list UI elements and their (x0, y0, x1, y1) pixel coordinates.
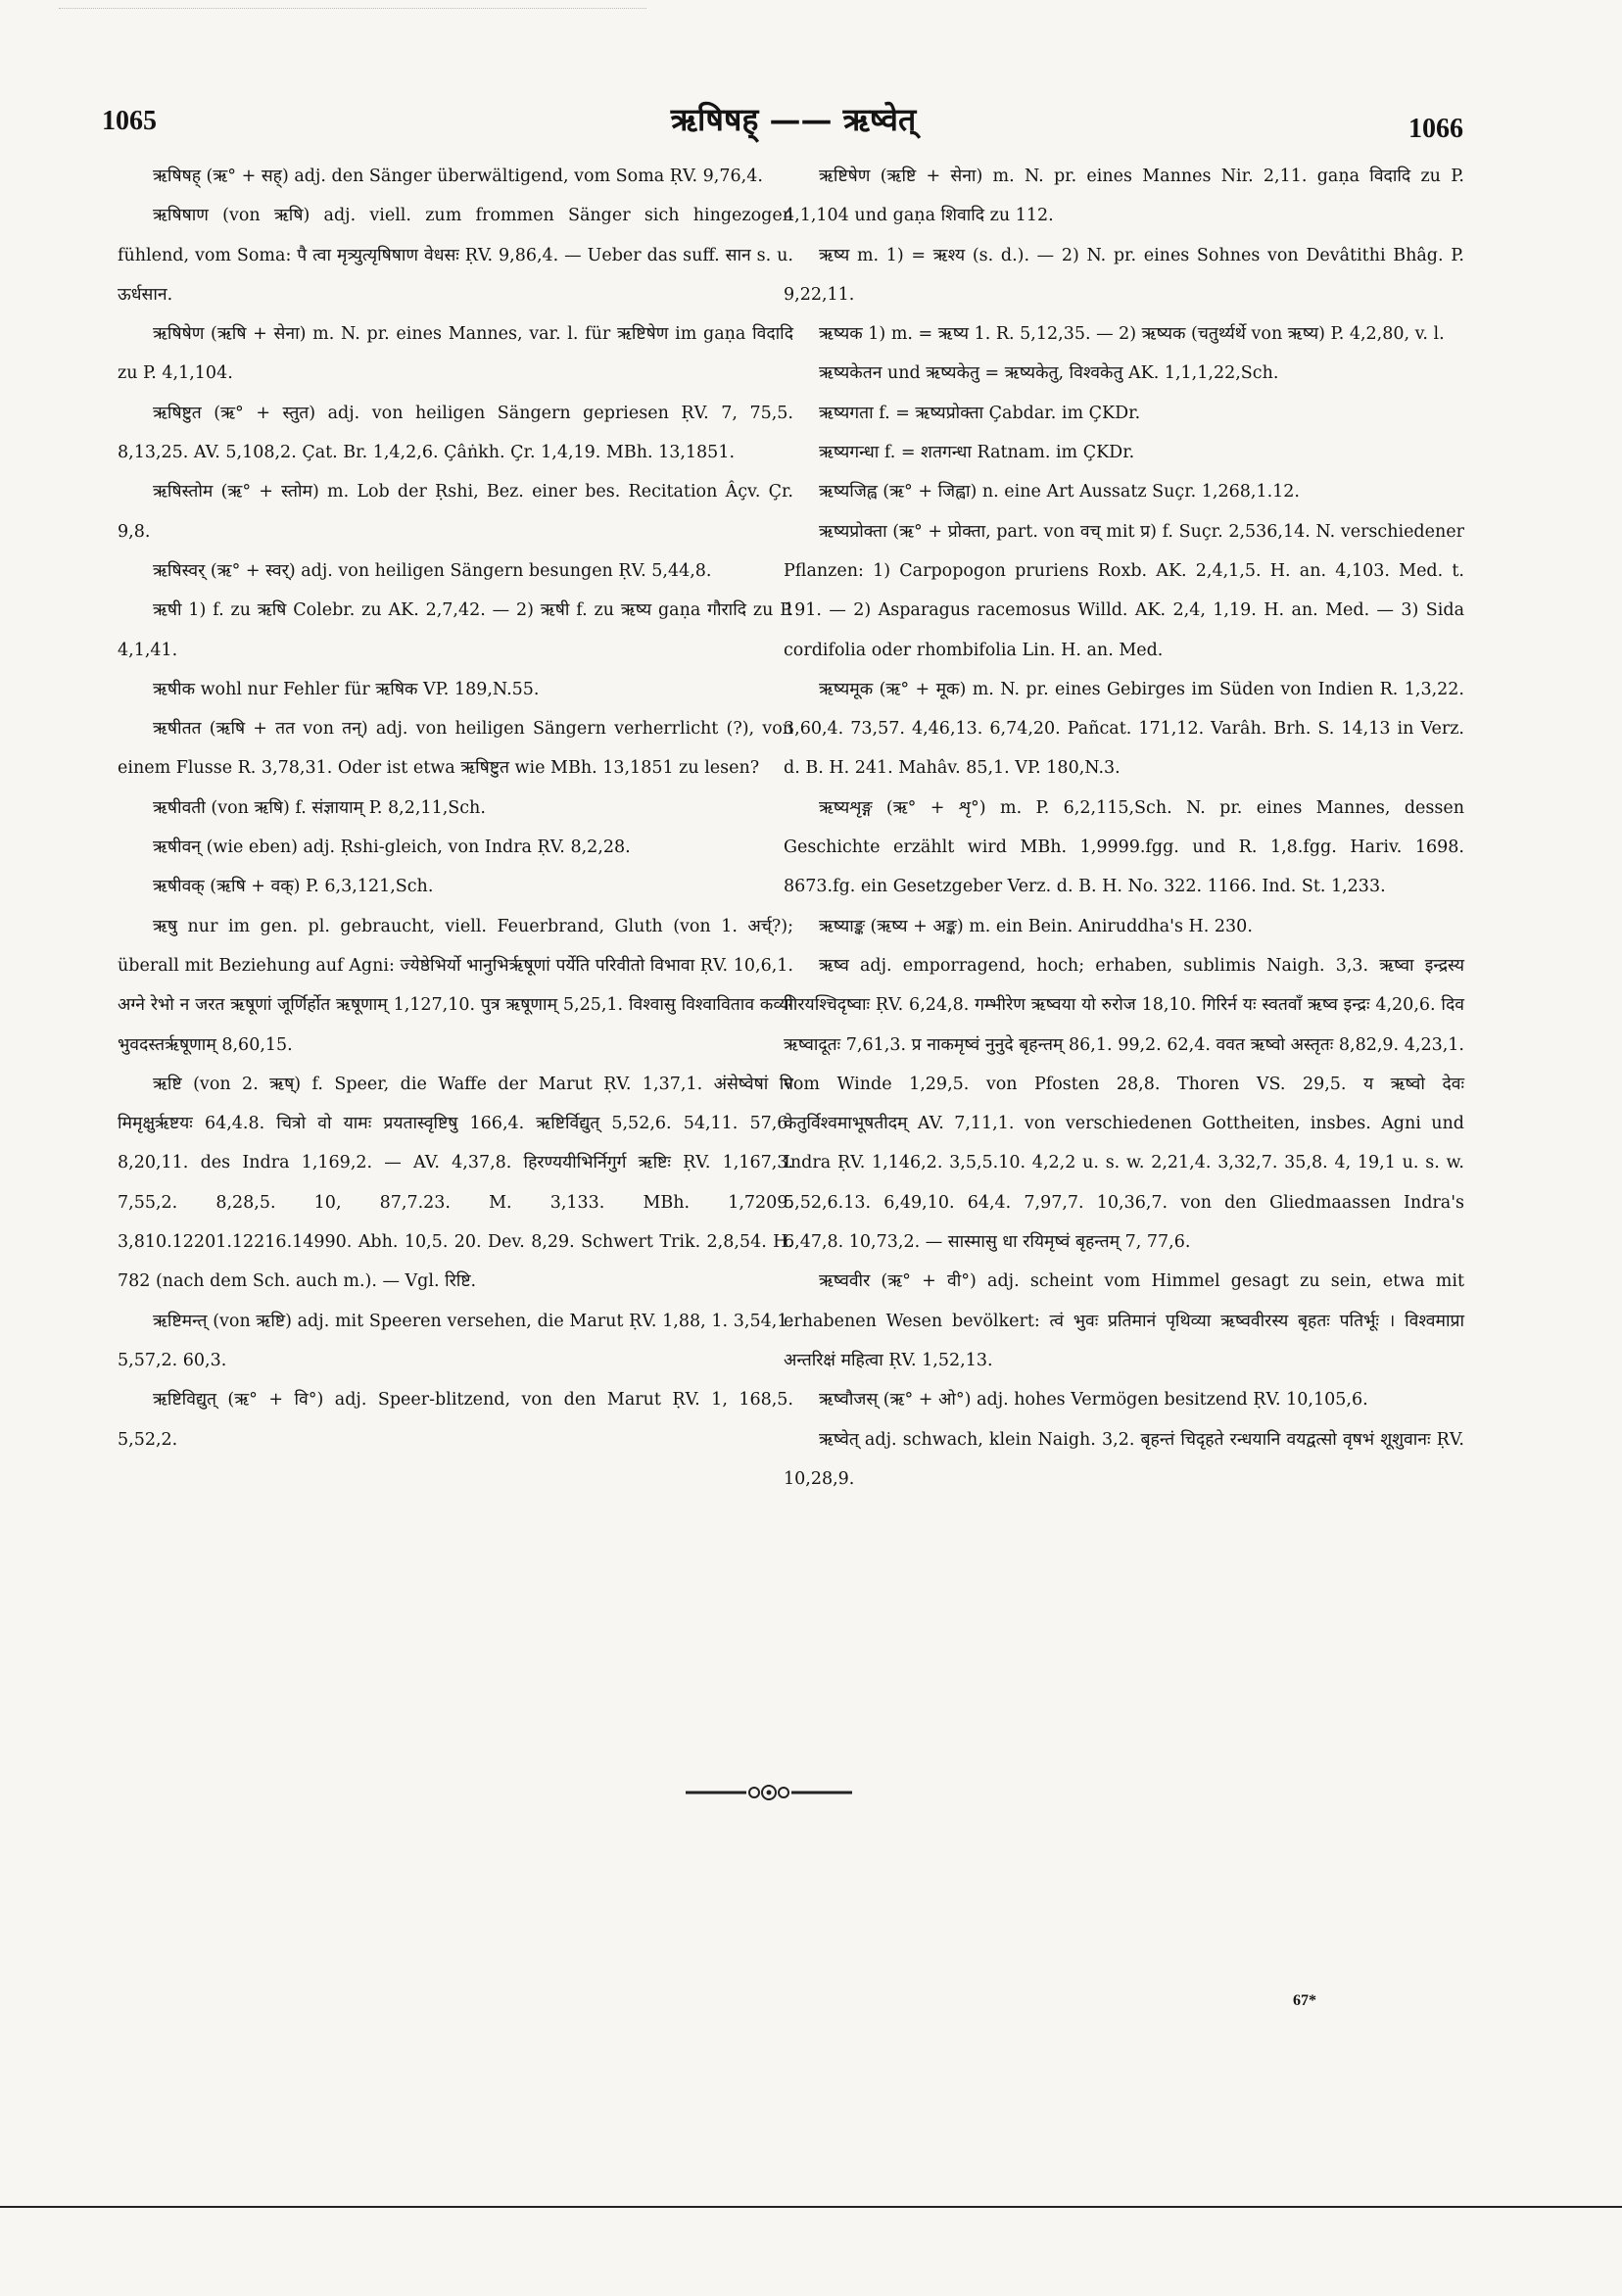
page-number-right: 1066 (1408, 114, 1463, 144)
dictionary-entry: ऋषीक wohl nur Fehler für ऋषिक VP. 189,N.55. (153, 679, 540, 699)
dictionary-entry: ऋषीवती (von ऋषि) f. संज्ञायाम् P. 8,2,11,Sch. (153, 797, 486, 818)
dictionary-entry: ऋष्यशृङ्ग (ऋ° + शृ°) m. P. 6,2,115,Sch. N. pr. eines Mannes, dessen Geschichte erzählt wird MBh. 1,9999.fgg. und R. 1,8.fgg. Hariv. 1698. 8673.fg. ein Gesetzgeber Verz. d. B. H. No. 322. 1166. Ind. St. 1,233. (784, 797, 1464, 897)
dictionary-entry: ऋषिस्तोम (ऋ° + स्तोम) m. Lob der Ṛshi, Bez. einer bes. Recitation Âçv. Çr. 9,8. (118, 482, 793, 542)
dictionary-entry: ऋष्ववीर (ऋ° + वी°) adj. scheint vom Himmel gesagt zu sein, etwa mit erhabenen Wesen bevölkert: त्वं भुवः प्रतिमानं पृथिव्या ऋष्ववीरस्य बृहतः पतिर्भूः । विश्वमाप्रा अन्तरिक्षं महित्वा ṚV. 1,52,13. (784, 1271, 1464, 1370)
dictionary-entry: ऋष्यमूक (ऋ° + मूक) m. N. pr. eines Gebirges im Süden von Indien R. 1,3,22. 3,60,4. 73,57. 4,46,13. 6,74,20. Pañcat. 171,12. Varâh. Brh. S. 14,13 in Verz. d. B. H. 241. Mahâv. 85,1. VP. 180,N.3. (784, 679, 1464, 779)
dictionary-entry: ऋष्वेत् adj. schwach, klein Naigh. 3,2. बृहन्तं चिदृहते रन्धयानि वयद्वत्सो वृषभं शूशुवानः ṚV. 10,28,9. (784, 1429, 1464, 1489)
left-column (118, 157, 793, 1459)
dictionary-entry: ऋष्यजिह्व (ऋ° + जिह्वा) n. eine Art Aussatz Suçr. 1,268,1.12. (819, 482, 1300, 502)
dictionary-entry: ऋष्यगन्धा f. = शतगन्धा Ratnam. im ÇKDr. (819, 443, 1135, 463)
sheet-signature: 67* (1293, 1992, 1316, 2009)
dictionary-entry: ऋषिषाण (von ऋषि) adj. viell. zum frommen Sänger sich hingezogen fühlend, vom Soma: पै त्वा मृत्र्युत्यृषिषाण वेधसः ṚV. 9,86,4. — Ueber das suff. सान s. u. ऊर्धसान. (118, 206, 793, 305)
dictionary-entry: ऋषिषेण (ऋषि + सेना) m. N. pr. eines Mannes, var. l. für ऋष्टिषेण im gaṇa विदादि zu P. 4,1,104. (118, 324, 793, 384)
right-column (784, 157, 1464, 1499)
dictionary-entry: ऋष्यक 1) m. = ऋष्य 1. R. 5,12,35. — 2) ऋष्यक (चतुर्थ्यर्थे von ऋष्य) P. 4,2,80, v. l. (819, 324, 1445, 345)
dictionary-entry: ऋष्यगता f. = ऋष्यप्रोक्ता Çabdar. im ÇKDr. (819, 403, 1141, 423)
scan-edge-marks (59, 8, 646, 15)
running-head: ऋषिषह् —— ऋष्वेत् (670, 101, 917, 138)
dictionary-entry: ऋषिस्वर् (ऋ° + स्वर्) adj. von heiligen Sängern besungen ṚV. 5,44,8. (153, 560, 712, 581)
dictionary-entry: ऋषीतत (ऋषि + तत von तन्) adj. von heiligen Sängern verherrlicht (?), von einem Flusse R. 3,78,31. Oder ist etwa ऋषिष्टुत wie MBh. 13,1851 zu lesen? (118, 719, 793, 779)
dictionary-entry: ऋषी 1) f. zu ऋषि Colebr. zu AK. 2,7,42. — 2) ऋषी f. zu ऋष्य gaṇa गौरादि zu P. 4,1,41. (118, 600, 793, 660)
dictionary-entry: ऋषिषह् (ऋ° + सह्) adj. den Sänger überwältigend, vom Soma ṚV. 9,76,4. (153, 167, 763, 186)
dictionary-entry: ऋष्यकेतन und ऋष्यकेतु = ऋष्यकेतु, विश्वकेतु AK. 1,1,1,22,Sch. (819, 363, 1279, 384)
dictionary-entry: ऋष्टिविद्युत् (ऋ° + वि°) adj. Speer-blitzend, von den Marut ṚV. 1, 168,5. 5,52,2. (118, 1390, 793, 1450)
dictionary-entry: ऋष्टिमन्त् (von ऋष्टि) adj. mit Speeren versehen, die Marut ṚV. 1,88, 1. 3,54,1. 5,57,2. 60,3. (118, 1311, 793, 1370)
end-ornament (686, 1781, 852, 1804)
dictionary-entry: ऋष्टि (von 2. ऋष्) f. Speer, die Waffe der Marut ṚV. 1,37,1. अंसेष्वेषां नि मिमृक्षुर्ऋष्टयः 64,4.8. चित्रो वो यामः प्रयतास्वृष्टिषु 166,4. ऋष्टिर्विद्युत् 5,52,6. 54,11. 57,6. 8,20,11. des Indra 1,169,2. — AV. 4,37,8. हिरण्ययीभिर्निगुर्ग ऋष्टिः ṚV. 1,167,3. 7,55,2. 8,28,5. 10, 87,7.23. M. 3,133. MBh. 1,7209. 3,810.12201.12216.14990. Abh. 10,5. 20. Dev. 8,29. Schwert Trik. 2,8,54. H. 782 (nach dem Sch. auch m.). — Vgl. रिष्टि. (118, 1074, 793, 1292)
dictionary-entry: ऋषिष्टुत (ऋ° + स्तुत) adj. von heiligen Sängern gepriesen ṚV. 7, 75,5. 8,13,25. AV. 5,108,2. Çat. Br. 1,4,2,6. Çâṅkh. Çr. 1,4,19. MBh. 13,1851. (118, 403, 793, 463)
dictionary-entry: ऋष्य m. 1) = ऋश्य (s. d.). — 2) N. pr. eines Sohnes von Devâtithi Bhâg. P. 9,22,11. (784, 245, 1464, 305)
dictionary-entry: ऋष्याङ्क (ऋष्य + अङ्क) m. ein Bein. Aniruddha's H. 230. (819, 916, 1253, 936)
dictionary-entry: ऋषीवक् (ऋषि + वक्) P. 6,3,121,Sch. (153, 877, 434, 897)
dictionary-entry: ऋषु nur im gen. pl. gebraucht, viell. Feuerbrand, Gluth (von 1. अर्च्?); überall mit Beziehung auf Agni: ज्येष्ठेभिर्यो भानुभिर्ऋषूणां पर्येति परिवीतो विभावा ṚV. 10,6,1. अग्ने रेभो न जरत ऋषूणां जूर्णिर्होत ऋषूणाम् 1,127,10. पुत्र ऋषूणाम् 5,25,1. विश्वासु विश्वाविताव कव्यो भुवदस्तर्ऋषूणाम् 8,60,15. (118, 916, 793, 1055)
dictionary-entry: ऋषीवन् (wie eben) adj. Ṛshi-gleich, von Indra ṚV. 8,2,28. (153, 837, 631, 858)
bottom-rule (0, 2206, 1622, 2208)
dictionary-entry: ऋष्टिषेण (ऋष्टि + सेना) m. N. pr. eines Mannes Nir. 2,11. gaṇa विदादि zu P. 4,1,104 und gaṇa शिवादि zu 112. (784, 167, 1464, 226)
dictionary-entry: ऋष्यप्रोक्ता (ऋ° + प्रोक्ता, part. von वच् mit प्र) f. Suçr. 2,536,14. N. verschiedener Pflanzen: 1) Carpopogon pruriens Roxb. AK. 2,4,1,5. H. an. 4,103. Med. t. 191. — 2) Asparagus racemosus Willd. AK. 2,4, 1,19. H. an. Med. — 3) Sida cordifolia oder rhombifolia Lin. H. an. Med. (784, 521, 1464, 660)
dictionary-entry: ऋष्वौजस् (ऋ° + ओ°) adj. hohes Vermögen besitzend ṚV. 10,105,6. (819, 1390, 1368, 1411)
page-number-left: 1065 (102, 106, 157, 136)
dictionary-entry: ऋष्व adj. emporragend, hoch; erhaben, sublimis Naigh. 3,3. ऋष्वा इन्द्रस्य गिरयश्चिदृष्वाः ṚV. 6,24,8. गम्भीरेण ऋष्वया यो रुरोज 18,10. गिरिर्न यः स्वतवाँ ऋष्व इन्द्रः 4,20,6. दिव ऋष्वादूतः 7,61,3. प्र नाकमृष्वं नुनुदे बृहन्तम् 86,1. 99,2. 62,4. ववत ऋष्वो अस्तृतः 8,82,9. 4,23,1. vom Winde 1,29,5. von Pfosten 28,8. Thoren VS. 29,5. य ऋष्वो देवः केतुर्विश्वमाभूषतीदम् AV. 7,11,1. von verschiedenen Gottheiten, insbes. Agni und Indra ṚV. 1,146,2. 3,5,5.10. 4,2,2 u. s. w. 2,21,4. 3,32,7. 35,8. 4, 19,1 u. s. w. 5,52,6.13. 6,49,10. 64,4. 7,97,7. 10,36,7. von den Gliedmaassen Indra's 6,47,8. 10,73,2. — सास्मासु धा रयिमृष्वं बृहन्तम् 7, 77,6. (784, 955, 1464, 1253)
